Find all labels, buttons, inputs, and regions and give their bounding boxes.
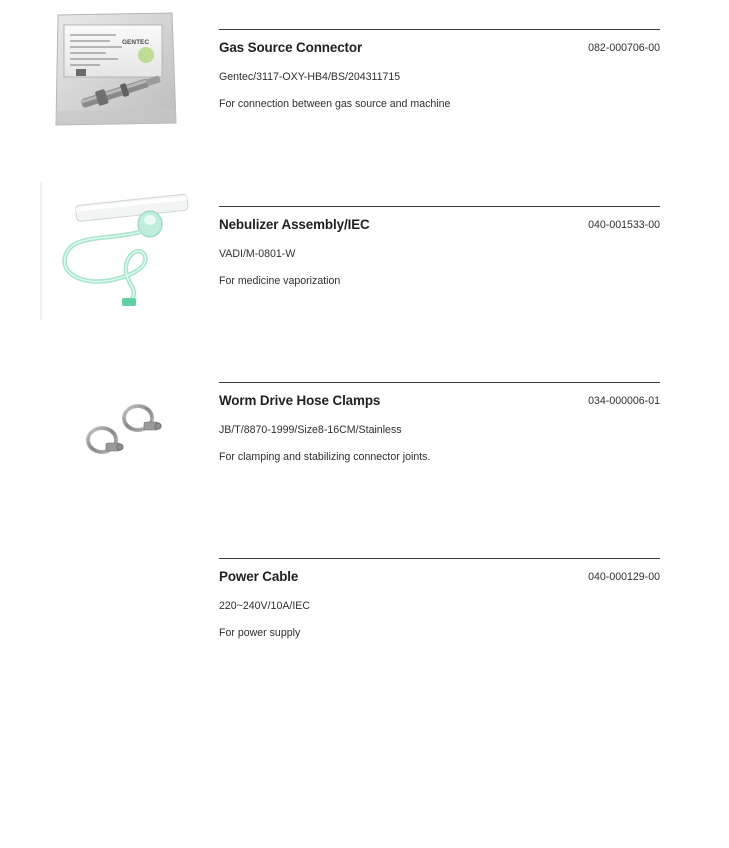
product-description: For power supply <box>219 627 301 639</box>
product-description: For clamping and stabilizing connector joints. <box>219 451 431 463</box>
product-name: Worm Drive Hose Clamps <box>219 393 381 408</box>
product-description: For medicine vaporization <box>219 275 341 287</box>
product-code: 082-000706-00 <box>588 42 660 54</box>
product-power-cable <box>0 558 729 728</box>
gas-connector-bag-image <box>50 11 180 131</box>
product-gas-source-connector <box>0 29 729 199</box>
hose-clamps-image <box>78 398 170 462</box>
product-code: 040-000129-00 <box>588 571 660 583</box>
product-model: Gentec/3117-OXY-HB4/BS/204311715 <box>219 71 401 83</box>
gentec-logo-text: GENTEC <box>122 39 150 46</box>
product-name: Nebulizer Assembly/IEC <box>219 217 370 232</box>
section-divider <box>219 558 660 559</box>
product-description: For connection between gas source and machine <box>219 98 451 110</box>
product-name: Power Cable <box>219 569 299 584</box>
product-model: JB/T/8870-1999/Size8-16CM/Stainless <box>219 424 402 436</box>
product-code: 040-001533-00 <box>588 219 660 231</box>
product-nebulizer-assembly <box>0 206 729 376</box>
section-divider <box>219 29 660 30</box>
product-code: 034-000006-01 <box>588 395 660 407</box>
product-model: 220~240V/10A/IEC <box>219 600 310 612</box>
section-divider <box>219 382 660 383</box>
product-name: Gas Source Connector <box>219 40 363 55</box>
section-divider <box>219 206 660 207</box>
product-hose-clamps <box>0 382 729 552</box>
nebulizer-tubing-image <box>40 182 200 322</box>
product-model: VADI/M-0801-W <box>219 248 296 260</box>
